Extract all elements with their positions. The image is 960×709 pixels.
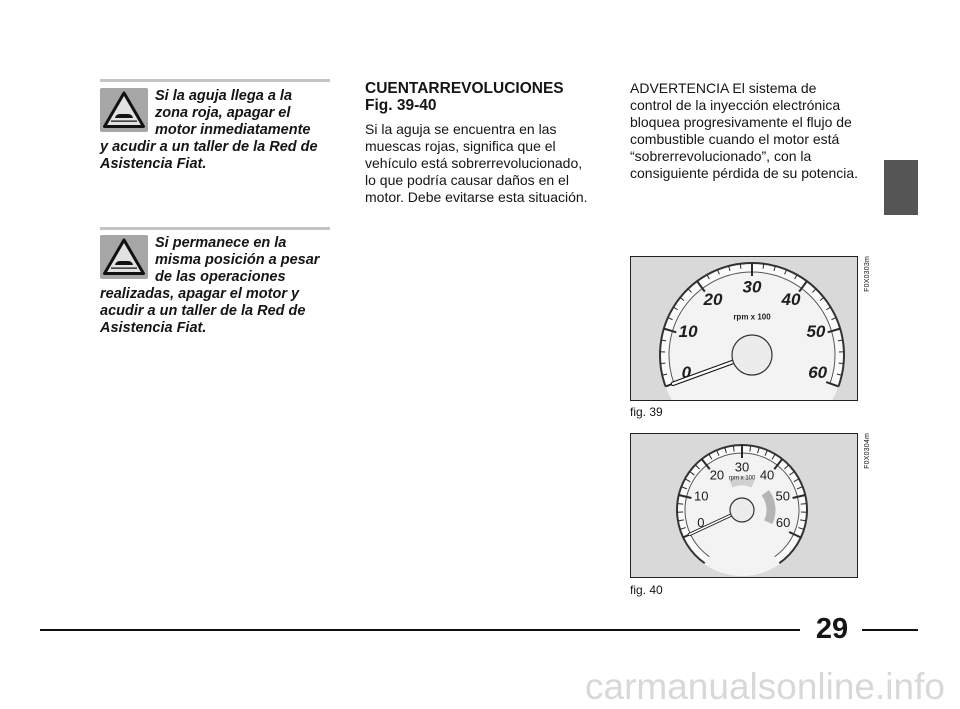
gauge-scale-label: 50 xyxy=(806,322,826,342)
note-text-line: “sobrerrevolucionado”, con la xyxy=(630,148,812,164)
gauge-minor-tick xyxy=(740,264,741,269)
gauge-scale-label: 60 xyxy=(808,363,828,383)
gauge-minor-tick xyxy=(801,504,807,505)
section-figure-reference: Fig. 39-40 xyxy=(365,97,437,114)
section-body xyxy=(365,121,615,206)
warning-text-line: Si permanece en la xyxy=(155,235,287,251)
note-text-line: bloquea progresivamente el flujo de xyxy=(630,114,852,130)
warning-box xyxy=(100,88,340,173)
figure-40-box xyxy=(630,433,858,578)
figure-39-box xyxy=(630,256,858,401)
body-text-line: muescas rojas, significa que el xyxy=(365,138,556,154)
gauge-minor-tick xyxy=(763,264,764,269)
tachometer-diagram xyxy=(631,257,857,400)
figure-code: F0X0304m xyxy=(864,433,871,469)
warning-note xyxy=(630,80,875,182)
gauge-hub xyxy=(730,498,754,522)
gauge-scale-label: 60 xyxy=(775,515,791,531)
gauge-minor-tick xyxy=(677,504,683,505)
gauge-scale-label: 10 xyxy=(694,488,709,504)
warning-text-line: y acudir a un taller de la Red de xyxy=(100,139,318,155)
page-number: 29 xyxy=(815,613,849,645)
figure-code: F0X0303m xyxy=(864,256,871,292)
warning-text-line: motor inmediatamente xyxy=(155,122,311,138)
body-text-line: vehículo está sobrerrevolucionado, xyxy=(365,155,583,171)
warning-triangle-icon xyxy=(100,88,148,132)
warning-text-line: de las operaciones xyxy=(155,269,286,285)
gauge-scale-label: 0 xyxy=(697,515,705,531)
gauge-scale-label: 30 xyxy=(742,277,762,297)
section-tab xyxy=(884,160,918,215)
footer-rule xyxy=(862,629,918,631)
tachometer-section xyxy=(365,80,615,206)
warning-text-line: zona roja, apagar el xyxy=(155,105,291,121)
gauge-scale-label: 50 xyxy=(775,488,790,504)
gauge-unit-label: rpm x 100 xyxy=(728,475,756,482)
gauge-hub xyxy=(732,335,772,375)
figure-caption: fig. 40 xyxy=(630,583,663,597)
warning-triangle-icon xyxy=(100,235,148,279)
warning-text-line: Asistencia Fiat. xyxy=(100,320,207,336)
gauge-scale-label: 20 xyxy=(703,289,723,309)
body-text-line: Si la aguja se encuentra en las xyxy=(365,121,557,137)
tachometer-diagram xyxy=(631,434,857,577)
gauge-unit-label: rpm x 100 xyxy=(733,312,771,322)
figure-caption: fig. 39 xyxy=(630,405,663,419)
gauge-scale-label: 40 xyxy=(781,289,801,309)
gauge-scale-label: 40 xyxy=(759,467,775,483)
warning-text-line: misma posición a pesar xyxy=(155,252,320,268)
gauge-scale-label: 20 xyxy=(709,467,725,483)
note-text-line: consiguiente pérdida de su potencia. xyxy=(630,165,859,181)
warning-top-rule xyxy=(100,79,330,82)
warning-box xyxy=(100,235,340,337)
watermark: carmanualsonline.info xyxy=(585,666,945,707)
gauge-scale-label: 30 xyxy=(734,459,750,475)
footer-rule xyxy=(40,629,800,631)
note-text-line: control de la inyección electrónica xyxy=(630,97,841,113)
warning-text-line: Si la aguja llega a la xyxy=(155,88,293,104)
warning-top-rule xyxy=(100,227,330,230)
body-text-line: lo que podría causar daños en el xyxy=(365,172,569,188)
gauge-scale-label: 0 xyxy=(681,363,692,383)
note-text-line: ADVERTENCIA El sistema de xyxy=(630,80,817,96)
warning-text-line: Asistencia Fiat. xyxy=(100,156,207,172)
warning-text-line: acudir a un taller de la Red de xyxy=(100,303,306,319)
warning-text-line: realizadas, apagar el motor y xyxy=(100,286,300,302)
gauge-scale-label: 10 xyxy=(678,322,698,342)
section-title: CUENTARREVOLUCIONES xyxy=(365,80,564,97)
body-text-line: motor. Debe evitarse esta situación. xyxy=(365,189,588,205)
note-text-line: combustible cuando el motor está xyxy=(630,131,840,147)
